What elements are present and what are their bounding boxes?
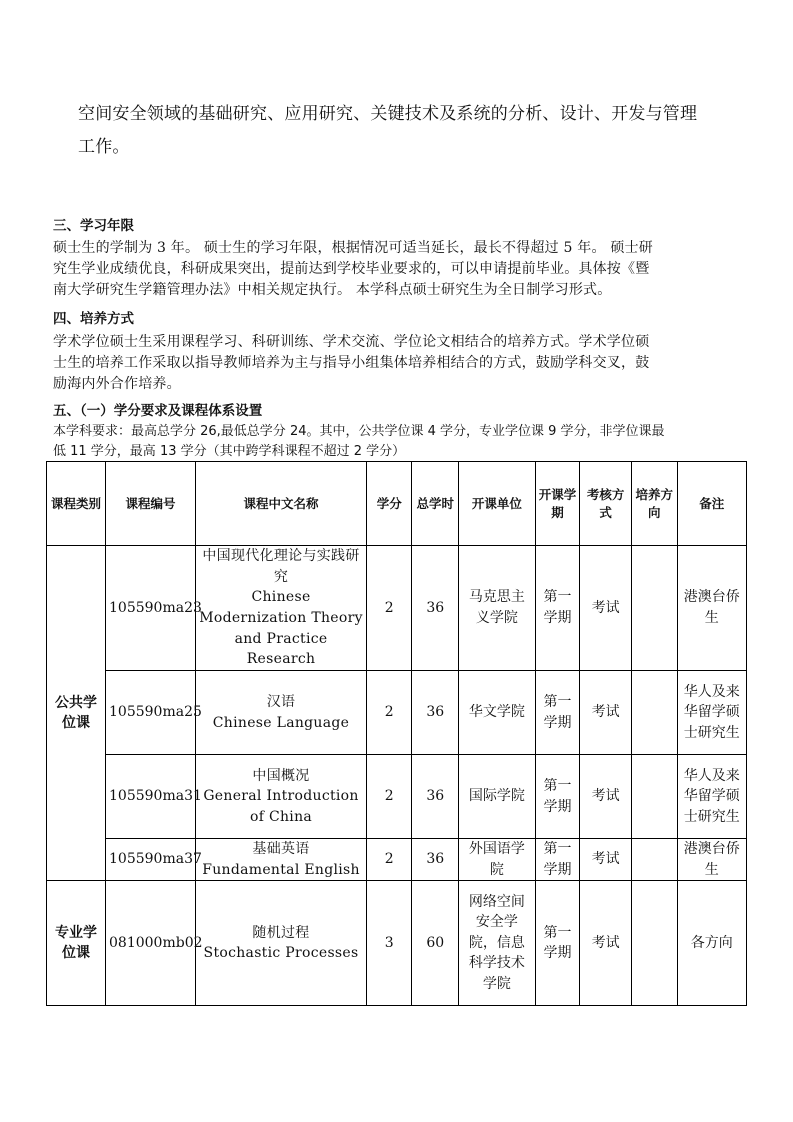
course-exam: 考试 xyxy=(580,671,632,755)
section-4-heading: 四、培养方式 xyxy=(53,311,134,327)
course-code: 105590ma31 xyxy=(106,755,196,839)
header-term: 开课学期 xyxy=(535,462,580,546)
header-code: 课程编号 xyxy=(106,462,196,546)
course-direction xyxy=(631,546,677,671)
section-5-heading: 五、（一）学分要求及课程体系设置 xyxy=(53,403,263,419)
course-name xyxy=(196,546,367,671)
course-name-cn: 汉语 xyxy=(266,693,296,710)
course-name-cn: 随机过程 xyxy=(252,924,310,941)
course-exam: 考试 xyxy=(580,839,632,881)
course-dept: 国际学院 xyxy=(459,755,536,839)
course-name-en: Stochastic Processes xyxy=(203,945,359,962)
course-direction xyxy=(631,839,677,881)
course-note: 港澳台侨生 xyxy=(677,839,746,881)
course-note: 华人及来华留学硕士研究生 xyxy=(677,755,746,839)
course-name-cn: 中国现代化理论与实践研究 xyxy=(202,548,360,585)
course-direction xyxy=(631,755,677,839)
header-exam: 考核方式 xyxy=(580,462,632,546)
table-row xyxy=(47,839,747,881)
course-dept: 外国语学院 xyxy=(459,839,536,881)
section-4-line: 励海内外合作培养。 xyxy=(53,376,181,392)
table-row xyxy=(47,671,747,755)
category-public: 公共学位课 xyxy=(47,546,106,881)
course-term: 第一学期 xyxy=(535,755,580,839)
course-term: 第一学期 xyxy=(535,881,580,1006)
course-exam: 考试 xyxy=(580,546,632,671)
course-code: 081000mb02 xyxy=(106,881,196,1006)
course-name-cn: 基础英语 xyxy=(252,841,310,857)
header-direction: 培养方向 xyxy=(631,462,677,546)
intro-paragraph xyxy=(78,98,728,164)
course-hours: 60 xyxy=(412,881,459,1006)
course-credits: 3 xyxy=(366,881,412,1006)
section-3-line: 硕士生的学制为 3 年。 硕士生的学习年限，根据情况可适当延长，最长不得超过 5 年。 硕士研 xyxy=(53,240,653,256)
header-hours: 总学时 xyxy=(412,462,459,546)
course-hours: 36 xyxy=(412,755,459,839)
course-credits: 2 xyxy=(366,839,412,881)
course-note: 港澳台侨生 xyxy=(677,546,746,671)
course-dept: 网络空间安全学院，信息科学技术学院 xyxy=(459,881,536,1006)
header-name: 课程中文名称 xyxy=(196,462,367,546)
table-row xyxy=(47,881,747,1006)
section-5-paragraph xyxy=(53,422,743,462)
course-exam: 考试 xyxy=(580,881,632,1006)
course-dept: 马克思主义学院 xyxy=(459,546,536,671)
course-exam: 考试 xyxy=(580,755,632,839)
course-code: 105590ma25 xyxy=(106,671,196,755)
course-name xyxy=(196,839,367,881)
course-note: 各方向 xyxy=(677,881,746,1006)
course-term: 第一学期 xyxy=(535,839,580,881)
header-credits: 学分 xyxy=(366,462,412,546)
course-name xyxy=(196,671,367,755)
section-3-heading: 三、学习年限 xyxy=(53,218,134,234)
table-row xyxy=(47,546,747,671)
section-3-paragraph xyxy=(53,238,743,301)
course-name xyxy=(196,881,367,1006)
course-table xyxy=(46,461,747,1006)
header-category: 课程类别 xyxy=(47,462,106,546)
course-credits: 2 xyxy=(366,755,412,839)
section-4-line: 士生的培养工作采取以指导教师培养为主与指导小组集体培养相结合的方式，鼓励学科交叉，鼓 xyxy=(53,355,650,371)
course-term: 第一学期 xyxy=(535,671,580,755)
course-code: 105590ma37 xyxy=(106,839,196,881)
course-hours: 36 xyxy=(412,671,459,755)
course-term: 第一学期 xyxy=(535,546,580,671)
intro-line-1: 空间安全领域的基础研究、应用研究、关键技术及系统的分析、设计、开发与管理 xyxy=(78,104,698,124)
course-dept: 华文学院 xyxy=(459,671,536,755)
course-code: 105590ma23 xyxy=(106,546,196,671)
section-3-line: 究生学业成绩优良，科研成果突出，提前达到学校毕业要求的，可以申请提前毕业。具体按《暨 xyxy=(53,261,650,277)
table-row xyxy=(47,755,747,839)
course-name-cn: 中国概况 xyxy=(252,767,310,784)
section-5-line: 本学科要求：最高总学分 26,最低总学分 24。其中，公共学位课 4 学分，专业学位课 9 学分，非学位课最 xyxy=(53,424,665,439)
course-name-en: Chinese Language xyxy=(212,714,350,731)
course-credits: 2 xyxy=(366,546,412,671)
course-name-en: General Introduction of China xyxy=(203,788,359,825)
course-direction xyxy=(631,671,677,755)
course-credits: 2 xyxy=(366,671,412,755)
course-note: 华人及来华留学硕士研究生 xyxy=(677,671,746,755)
section-4-paragraph xyxy=(53,332,743,395)
course-name-en: Chinese Modernization Theory and Practice Research xyxy=(199,589,363,668)
course-name xyxy=(196,755,367,839)
category-major: 专业学位课 xyxy=(47,881,106,1006)
course-hours: 36 xyxy=(412,546,459,671)
header-note: 备注 xyxy=(677,462,746,546)
header-dept: 开课单位 xyxy=(459,462,536,546)
course-direction xyxy=(631,881,677,1006)
course-name-en: Fundamental English xyxy=(202,861,360,878)
section-4-line: 学术学位硕士生采用课程学习、科研训练、学术交流、学位论文相结合的培养方式。学术学位硕 xyxy=(53,334,650,350)
intro-line-2: 工作。 xyxy=(78,137,130,157)
course-hours: 36 xyxy=(412,839,459,881)
table-header-row xyxy=(47,462,747,546)
section-3-line: 南大学研究生学籍管理办法》中相关规定执行。 本学科点硕士研究生为全日制学习形式。 xyxy=(53,282,612,298)
section-5-line: 低 11 学分，最高 13 学分（其中跨学科课程不超过 2 学分） xyxy=(53,444,406,459)
